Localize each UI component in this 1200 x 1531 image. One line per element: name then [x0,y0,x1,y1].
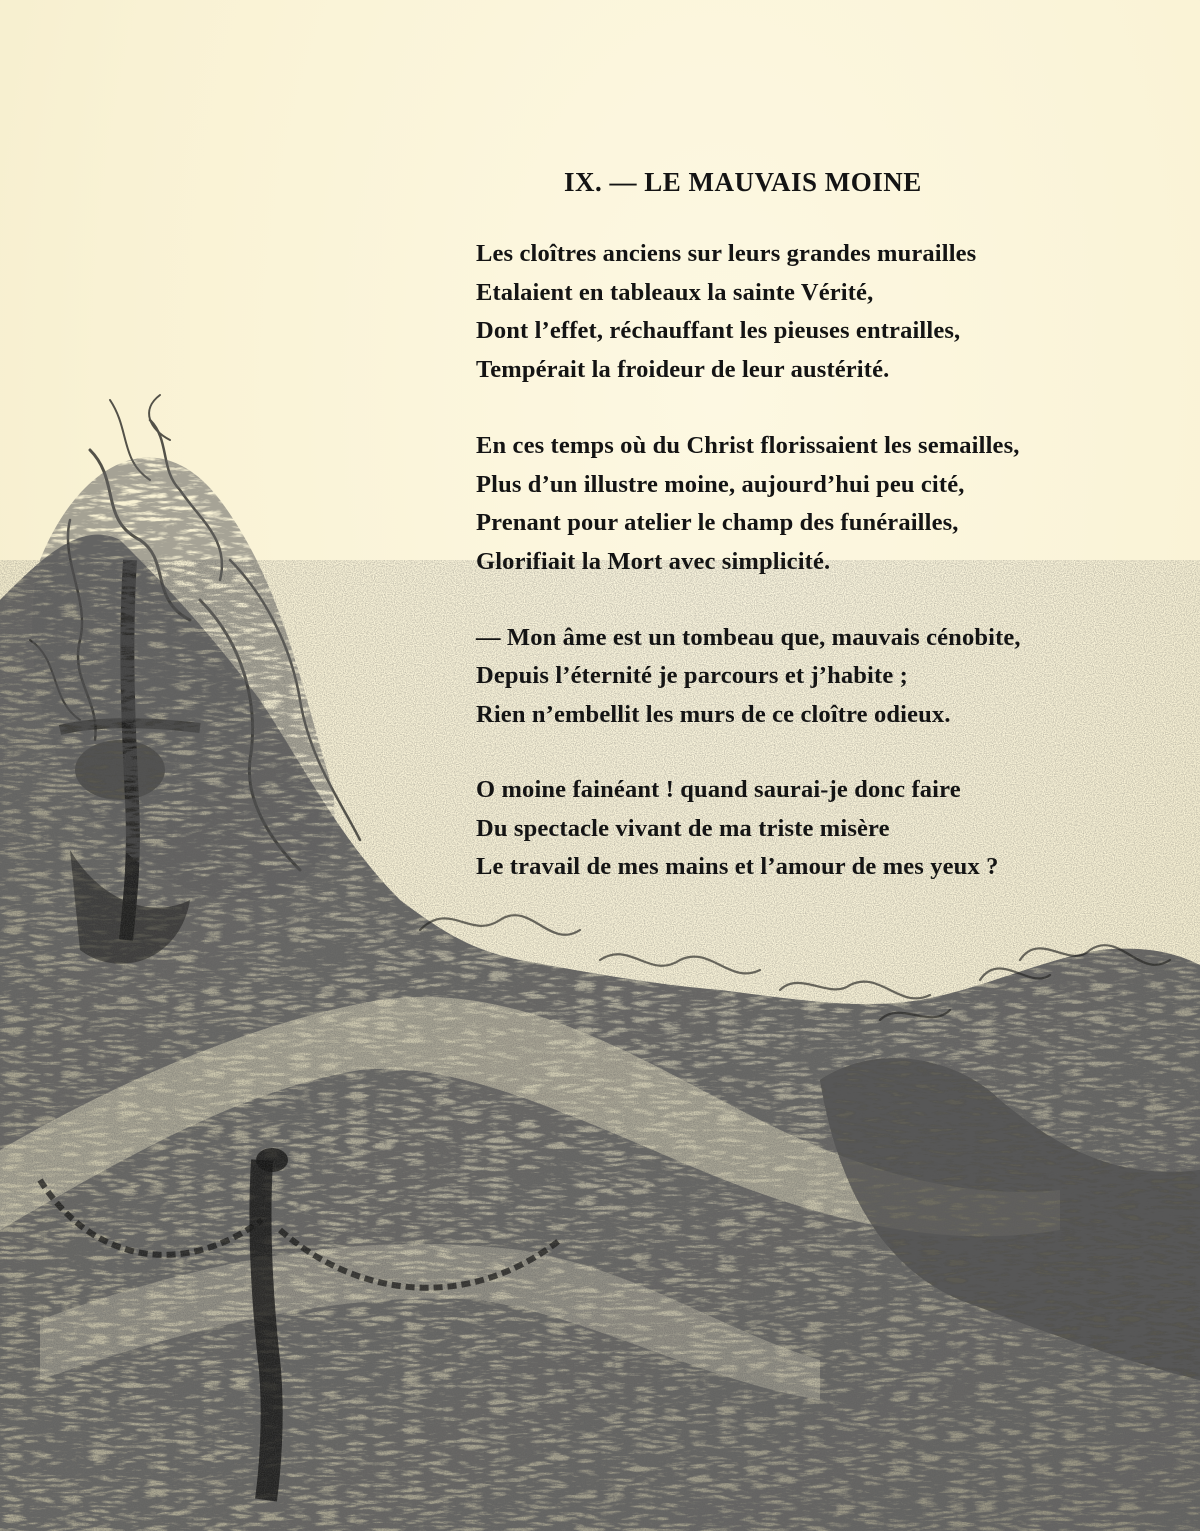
verse-line: Rien n’embellit les murs de ce cloître odieux. [476,700,951,728]
stanza-3 [476,619,1076,735]
verse-line: — Mon âme est un tombeau que, mauvais cénobite, [476,623,1021,651]
verse-line: Du spectacle vivant de ma triste misère [476,814,890,842]
poem [476,165,1076,924]
verse-line: Les cloîtres anciens sur leurs grandes murailles [476,240,977,267]
verse-line: Etalaient en tableaux la sainte Vérité, [476,278,874,306]
stanza-1 [476,235,1076,390]
stanza-2 [476,427,1076,582]
verse-line: Tempérait la froideur de leur austérité. [476,356,890,384]
verse-line: Prenant pour atelier le champ des funérailles, [476,509,959,537]
verse-line: Le travail de mes mains et l’amour de mes yeux ? [476,853,999,881]
verse-line: O moine fainéant ! quand saurai-je donc faire [476,776,961,804]
verse-line: En ces temps où du Christ florissaient les semailles, [476,431,1020,459]
verse-line: Glorifiait la Mort avec simplicité. [476,547,831,575]
stanza-4 [476,771,1076,887]
verse-line: Plus d’un illustre moine, aujourd’hui peu cité, [476,470,965,498]
poem-title: IX. — LE MAUVAIS MOINE [564,167,922,197]
verse-line: Depuis l’éternité je parcours et j’habite ; [476,662,908,690]
verse-line: Dont l’effet, réchauffant les pieuses entrailles, [476,317,961,345]
